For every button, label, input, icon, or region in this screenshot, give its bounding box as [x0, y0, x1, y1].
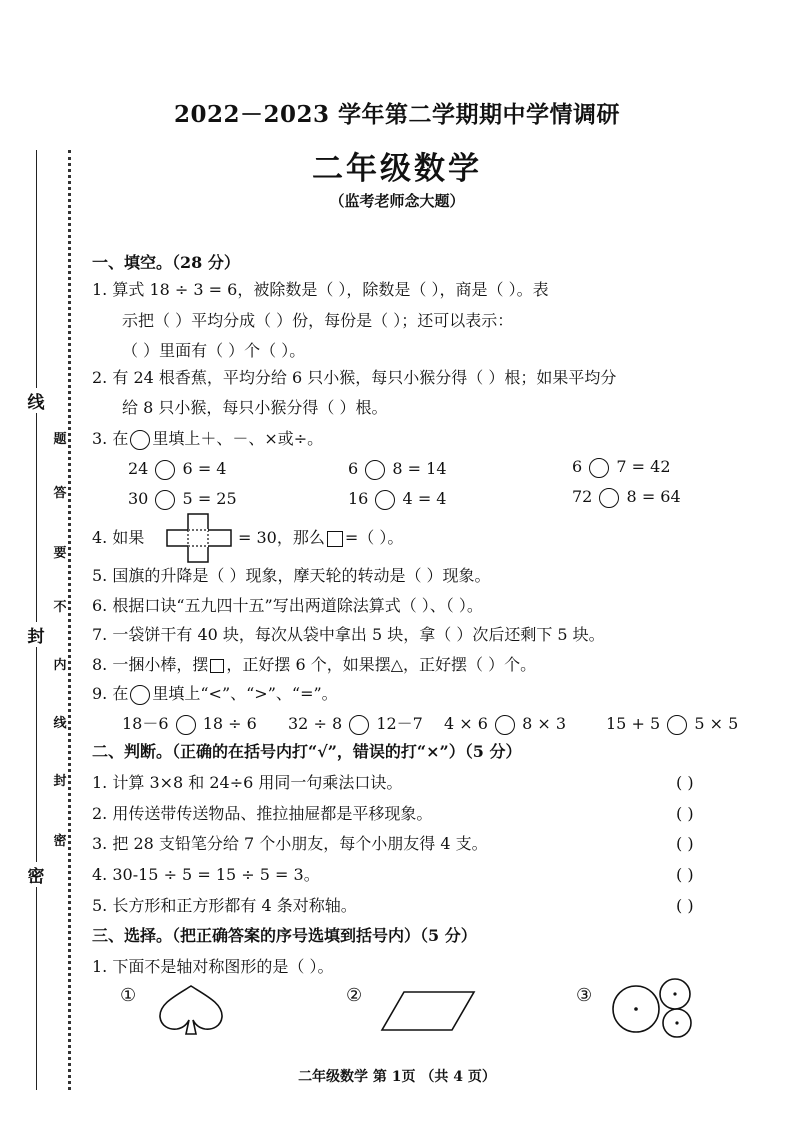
q3-item: 72 8 = 64	[572, 487, 681, 506]
q2-line2: 给 8 只小猴，每只小猴分得（ ）根。	[122, 398, 388, 417]
q1-line1: 1. 算式 18 ÷ 3 = 6，被除数是（ ），除数是（ ），商是（ ）。表	[92, 280, 549, 299]
judge-item: 3. 把 28 支铅笔分给 7 个小朋友，每个小朋友得 4 支。	[92, 834, 488, 853]
circle-blank[interactable]	[667, 715, 687, 735]
q6: 6. 根据口诀“五九四十五”写出两道除法算式（ ）、（ ）。	[92, 596, 483, 615]
margin-char-line: 线	[25, 388, 47, 413]
q9-item: 32 ÷ 8 12－7	[288, 714, 423, 733]
circle-blank[interactable]	[375, 490, 395, 510]
q3-stem: 3. 在 里填上＋、－、×或÷。	[92, 429, 324, 448]
q3-item: 24 6 = 4	[128, 459, 227, 478]
margin-char-secret: 密	[25, 862, 47, 887]
exam-title: 2022－2023 学年第二学期期中学情调研	[173, 101, 621, 128]
margin-small-char: 封	[53, 774, 67, 789]
margin-small-char: 密	[53, 834, 67, 849]
square-icon	[327, 531, 343, 547]
binding-solid-line	[36, 150, 37, 1090]
spade-shape-icon	[155, 982, 227, 1038]
circles-shape-icon	[610, 976, 694, 1040]
square-icon	[210, 659, 224, 673]
answer-paren[interactable]: ( )	[676, 773, 694, 792]
page-footer: 二年级数学 第 1页 （共 4 页）	[298, 1069, 496, 1085]
q3-item: 16 4 = 4	[348, 489, 447, 508]
q3-item: 6 7 = 42	[572, 457, 671, 476]
judge-item: 1. 计算 3×8 和 24÷6 用同一句乘法口诀。	[92, 773, 403, 792]
q1-line2: 示把（ ）平均分成（ ）份，每份是（ ）；还可以表示：	[122, 311, 514, 330]
q5: 5. 国旗的升降是（ ）现象，摩天轮的转动是（ ）现象。	[92, 566, 491, 585]
q1-line3: （ ）里面有（ ）个（ ）。	[122, 341, 306, 360]
section-fill-heading: 一、填空。（28 分）	[92, 253, 240, 272]
circle-blank	[130, 685, 150, 705]
q2-line1: 2. 有 24 根香蕉，平均分给 6 只小猴，每只小猴分得（ ）根；如果平均分	[92, 368, 617, 387]
answer-paren[interactable]: ( )	[676, 804, 694, 823]
answer-paren[interactable]: ( )	[676, 865, 694, 884]
q7: 7. 一袋饼干有 40 块，每次从袋中拿出 5 块，拿（ ）次后还剩下 5 块。	[92, 625, 605, 644]
margin-small-char: 题	[53, 432, 67, 447]
answer-paren[interactable]: ( )	[676, 896, 694, 915]
judge-item: 2. 用传送带传送物品、推拉抽屉都是平移现象。	[92, 804, 433, 823]
circle-blank[interactable]	[495, 715, 515, 735]
choice-q1: 1. 下面不是轴对称图形的是（ ）。	[92, 957, 334, 976]
circle-blank[interactable]	[365, 460, 385, 480]
circle-blank	[130, 430, 150, 450]
circle-blank[interactable]	[155, 460, 175, 480]
proctor-note: （监考老师念大题）	[329, 192, 465, 210]
exam-subject: 二年级数学	[312, 151, 482, 187]
q3-item: 6 8 = 14	[348, 459, 447, 478]
q4-text: = 30，那么 =（ ）。	[238, 528, 404, 547]
circle-blank[interactable]	[599, 488, 619, 508]
q9-stem: 9. 在 里填上“<”、“>”、“=”。	[92, 684, 338, 703]
q4-label: 4. 如果	[92, 528, 145, 547]
margin-small-char: 内	[53, 658, 67, 673]
parallelogram-shape-icon	[380, 990, 476, 1034]
margin-small-char: 要	[53, 546, 67, 561]
section-choice-heading: 三、选择。（把正确答案的序号选填到括号内）（5 分）	[92, 926, 477, 945]
judge-item: 4. 30-15 ÷ 5 = 15 ÷ 5 = 3。	[92, 865, 320, 884]
q9-item: 4 × 6 8 × 3	[444, 714, 567, 733]
q9-item: 18－6 18 ÷ 6	[122, 714, 257, 733]
q9-item: 15 + 5 5 × 5	[606, 714, 739, 733]
judge-item: 5. 长方形和正方形都有 4 条对称轴。	[92, 896, 357, 915]
circle-blank[interactable]	[349, 715, 369, 735]
margin-small-char: 答	[53, 486, 67, 501]
option-3-label: ③	[576, 985, 593, 1006]
q8: 8. 一捆小棒，摆 ，正好摆 6 个，如果摆△，正好摆（ ）个。	[92, 655, 537, 674]
answer-paren[interactable]: ( )	[676, 834, 694, 853]
section-judge-heading: 二、判断。（正确的在括号内打“√”，错误的打“×”）（5 分）	[92, 742, 522, 761]
binding-dotted-line	[68, 150, 71, 1090]
margin-small-char: 线	[53, 716, 67, 731]
q3-item: 30 5 = 25	[128, 489, 237, 508]
circle-blank[interactable]	[155, 490, 175, 510]
margin-char-seal: 封	[25, 622, 47, 647]
circle-blank[interactable]	[176, 715, 196, 735]
option-1-label: ①	[120, 985, 137, 1006]
margin-small-char: 不	[53, 600, 67, 615]
circle-blank[interactable]	[589, 458, 609, 478]
cross-shape-icon	[166, 513, 232, 563]
option-2-label: ②	[346, 985, 363, 1006]
